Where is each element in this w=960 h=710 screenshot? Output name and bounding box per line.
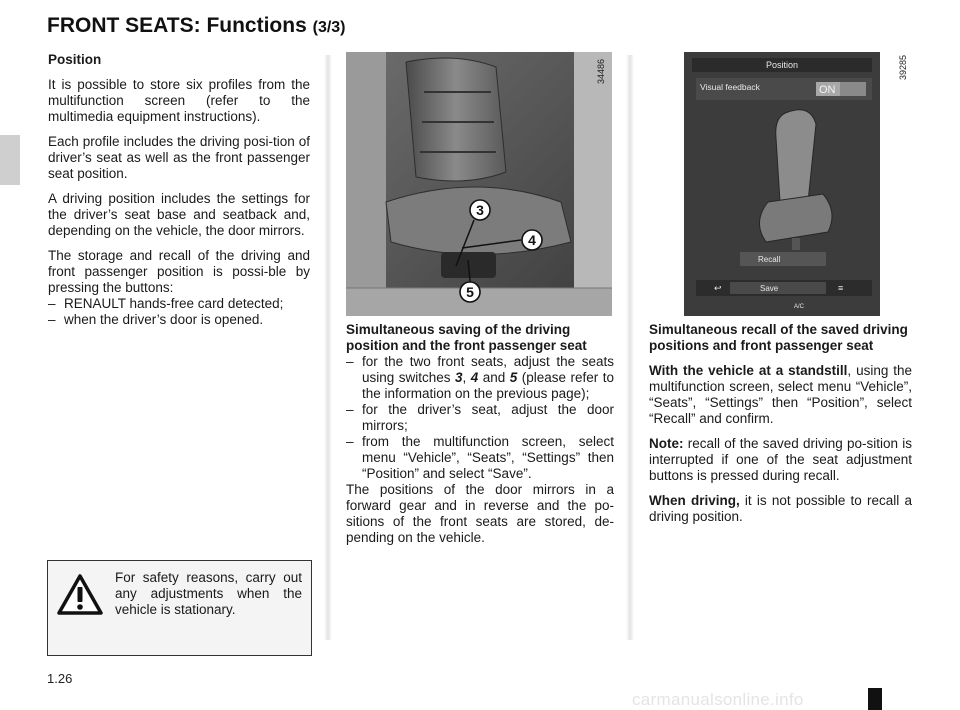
- callout-label: 5: [466, 284, 474, 300]
- back-arrow-icon[interactable]: ↩: [714, 283, 722, 293]
- seat-photo-figure: [346, 52, 612, 316]
- section-heading: Simultaneous saving of the driving position and the front passenger seat: [346, 322, 587, 353]
- warning-triangle-icon: [56, 573, 104, 617]
- paragraph: A driving position includes the settings for the driver’s seat base and seatback and, depending on the vehicle, the door mirrors.: [48, 191, 310, 238]
- multifunction-screen-figure: [648, 52, 914, 316]
- toggle-value: ON: [819, 84, 836, 96]
- list-item: – when the driver’s door is opened.: [48, 312, 264, 327]
- recall-label: Recall: [758, 255, 781, 264]
- paragraph: It is possible to store six profiles from the multifunction screen (refer to the multimedia equipment instructions).: [48, 77, 310, 124]
- page-title: [47, 14, 346, 38]
- save-label: Save: [760, 284, 779, 293]
- page-number: 1.26: [47, 671, 73, 686]
- visual-feedback-label: Visual feedback: [700, 82, 760, 92]
- page-title-part: (3/3): [312, 19, 346, 36]
- paragraph: With the vehicle at a standstill, using the multifunction screen, select menu “Vehicle”, “Seats”, “Settings” then “Position”, select “Recall” and confirm.: [649, 363, 913, 426]
- list-item: – for the driver’s seat, adjust the door mirrors;: [346, 402, 614, 433]
- paragraph: Note: recall of the saved driving po-sition is interrupted if one of the seat adjustment buttons is pressed during recall.: [649, 436, 912, 483]
- list-item: – from the multifunction screen, select menu “Vehicle”, “Seats”, “Settings” then “Position” and select “Save”.: [346, 434, 614, 481]
- figure-reference: 39285: [898, 54, 908, 80]
- recall-button[interactable]: [740, 252, 826, 266]
- list-item: – for the two front seats, adjust the seats using switches 3, 4 and 5 (please refer to the information on the previous page);: [346, 354, 614, 401]
- ac-label: A/C: [794, 304, 805, 310]
- column-saving: [346, 322, 614, 546]
- section-heading: Position: [48, 52, 102, 67]
- paragraph: Each profile includes the driving posi-tion of driver’s seat as well as the front passenger seat position.: [48, 134, 310, 181]
- section-heading: Simultaneous recall of the saved driving positions and front passenger seat: [649, 322, 908, 353]
- bullet-list: [48, 296, 310, 328]
- callout-label: 4: [528, 232, 536, 248]
- column-position: [48, 52, 310, 328]
- watermark: carmanualsonline.info: [632, 690, 804, 709]
- section-tab: [0, 135, 20, 185]
- callout-label: 3: [476, 202, 484, 218]
- column-recall: [649, 322, 912, 534]
- safety-warning-box: [47, 560, 312, 656]
- menu-icon[interactable]: ≡: [838, 283, 844, 293]
- figure-reference: 34486: [596, 58, 606, 84]
- paragraph: The positions of the door mirrors in a forward gear and in reverse and the po-sitions of the front seats are stored, de-pending on the vehicle.: [346, 482, 614, 545]
- bullet-list: [346, 354, 614, 482]
- corner-mark: [868, 688, 882, 710]
- list-item: – RENAULT hands-free card detected;: [48, 296, 284, 311]
- screen-title: Position: [765, 60, 799, 70]
- paragraph: When driving, it is not possible to recall a driving position.: [649, 493, 912, 524]
- paragraph: The storage and recall of the driving and front passenger position is possi-ble by pressing the buttons:: [48, 248, 310, 295]
- column-divider: [324, 55, 332, 640]
- page-title-text: FRONT SEATS: Functions: [47, 14, 307, 37]
- column-divider: [626, 55, 634, 640]
- warning-text: For safety reasons, carry out any adjustments when the vehicle is stationary.: [115, 570, 302, 617]
